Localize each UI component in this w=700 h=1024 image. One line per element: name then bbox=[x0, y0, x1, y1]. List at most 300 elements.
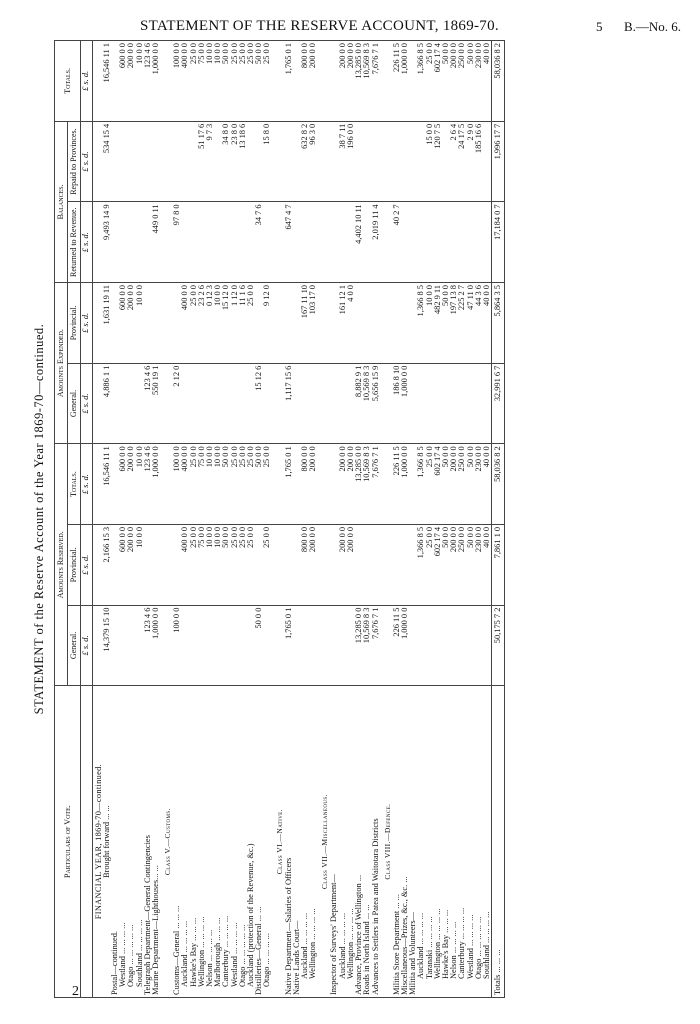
amount-cell: 0 12 3 bbox=[206, 283, 214, 364]
amount-cell: 25 0 0 bbox=[426, 444, 434, 525]
amount-cell: 25 0 0 bbox=[231, 524, 239, 605]
amount-cell: 2,166 15 3 bbox=[103, 524, 111, 605]
header-document-ref: B.—No. 6. bbox=[624, 19, 682, 34]
amount-cell: 15 8 0 bbox=[263, 121, 271, 202]
amount-cell: 5,864 3 5 bbox=[492, 283, 505, 364]
amount-cell: 50 0 0 bbox=[442, 524, 450, 605]
row-label: Advance, Province of Wellington ... bbox=[355, 686, 363, 998]
amount-cell: 200 0 0 bbox=[309, 444, 317, 525]
amount-cell bbox=[144, 283, 152, 364]
amount-cell bbox=[363, 524, 371, 605]
amount-cell: 25 0 0 bbox=[231, 444, 239, 525]
table-row bbox=[467, 41, 475, 998]
amount-cell: 50,175 7 2 bbox=[492, 605, 505, 686]
amount-cell bbox=[127, 202, 135, 283]
amount-cell: 800 0 0 bbox=[301, 444, 309, 525]
table-row bbox=[301, 41, 309, 998]
amount-cell: 25 0 0 bbox=[239, 41, 247, 122]
amount-cell: 600 0 0 bbox=[119, 444, 127, 525]
amount-cell: 50 0 0 bbox=[442, 41, 450, 122]
amount-cell: 24 17 5 bbox=[458, 121, 466, 202]
amount-cell: 185 16 6 bbox=[475, 121, 483, 202]
table-body bbox=[92, 41, 505, 998]
amount-cell bbox=[231, 363, 239, 444]
amount-cell: 10 0 0 bbox=[426, 283, 434, 364]
amount-cell bbox=[458, 605, 466, 686]
amount-cell: 17,184 0 7 bbox=[492, 202, 505, 283]
amount-cell: 40 0 0 bbox=[483, 283, 492, 364]
amount-cell bbox=[309, 363, 317, 444]
amount-cell: 7,676 7 1 bbox=[372, 41, 380, 122]
amount-cell: 25 0 0 bbox=[190, 524, 198, 605]
amount-cell bbox=[127, 121, 135, 202]
row-label: Southland ... ... ... ... bbox=[136, 686, 144, 998]
amount-cell: 10 0 0 bbox=[214, 524, 222, 605]
amount-cell: 230 0 0 bbox=[475, 444, 483, 525]
amount-cell: 1,000 0 0 bbox=[401, 363, 409, 444]
amount-cell bbox=[301, 363, 309, 444]
table-row bbox=[458, 41, 466, 998]
amount-cell: 10 0 0 bbox=[206, 524, 214, 605]
amount-cell bbox=[222, 605, 230, 686]
amount-cell bbox=[206, 605, 214, 686]
amount-cell: 25 0 0 bbox=[190, 41, 198, 122]
col-returned: Returned to Revenue. bbox=[68, 202, 81, 283]
amount-cell: 200 0 0 bbox=[309, 41, 317, 122]
amount-cell bbox=[119, 202, 127, 283]
amount-cell: 10 0 0 bbox=[136, 283, 144, 364]
amount-cell: 400 0 0 bbox=[181, 524, 189, 605]
amount-cell: 226 11 5 bbox=[393, 444, 401, 525]
row-label: Customs—General ... ... ... bbox=[173, 686, 181, 998]
amount-cell: 13,285 0 0 bbox=[355, 605, 363, 686]
row-label: Native Department—Salaries of Officers bbox=[285, 686, 293, 998]
amount-cell bbox=[426, 605, 434, 686]
amount-cell bbox=[285, 283, 293, 364]
amount-cell bbox=[119, 121, 127, 202]
amount-cell: 200 0 0 bbox=[347, 41, 355, 122]
rotated-table-page bbox=[32, 40, 672, 998]
amount-cell: 25 0 0 bbox=[247, 283, 255, 364]
amount-cell bbox=[309, 202, 317, 283]
amount-cell: 200 0 0 bbox=[339, 524, 347, 605]
table-row bbox=[111, 41, 119, 998]
col-group-reserved: Amounts Reserved. bbox=[55, 444, 68, 686]
section-heading-row bbox=[317, 41, 330, 998]
amount-cell bbox=[160, 283, 173, 364]
row-label: FINANCIAL YEAR, 1869-70—continued. bbox=[92, 686, 103, 998]
amount-cell bbox=[119, 363, 127, 444]
amount-cell: 200 0 0 bbox=[347, 444, 355, 525]
amount-cell: 161 12 1 bbox=[339, 283, 347, 364]
table-row bbox=[330, 41, 338, 998]
amount-cell bbox=[206, 363, 214, 444]
amount-cell bbox=[372, 524, 380, 605]
amount-cell: 200 0 0 bbox=[450, 524, 458, 605]
amount-cell bbox=[380, 444, 393, 525]
amount-cell bbox=[393, 121, 401, 202]
table-row bbox=[214, 41, 222, 998]
amount-cell bbox=[173, 121, 181, 202]
money-unit: £ s. d. bbox=[81, 363, 92, 444]
amount-cell bbox=[380, 524, 393, 605]
amount-cell: 602 17 4 bbox=[434, 444, 442, 525]
table-row bbox=[450, 41, 458, 998]
amount-cell: 4 0 0 bbox=[347, 283, 355, 364]
amount-cell: 200 0 0 bbox=[127, 444, 135, 525]
amount-cell bbox=[467, 605, 475, 686]
amount-cell bbox=[119, 605, 127, 686]
amount-cell: 200 0 0 bbox=[450, 41, 458, 122]
amount-cell: 25 0 0 bbox=[239, 524, 247, 605]
amount-cell bbox=[190, 202, 198, 283]
row-label: Wellington ... ... ... ... bbox=[434, 686, 442, 998]
amount-cell: 16,546 11 1 bbox=[103, 444, 111, 525]
amount-cell: 7,676 7 1 bbox=[372, 444, 380, 525]
amount-cell: 225 2 7 bbox=[458, 283, 466, 364]
amount-cell: 75 0 0 bbox=[198, 41, 206, 122]
amount-cell: 226 11 5 bbox=[393, 605, 401, 686]
table-row bbox=[206, 41, 214, 998]
table-row bbox=[255, 41, 263, 998]
amount-cell: 100 0 0 bbox=[173, 444, 181, 525]
table-row bbox=[442, 41, 450, 998]
amount-cell: 10,569 8 3 bbox=[363, 363, 371, 444]
table-row bbox=[339, 41, 347, 998]
amount-cell bbox=[160, 524, 173, 605]
amount-cell: 14,379 15 10 bbox=[103, 605, 111, 686]
amount-cell: 800 0 0 bbox=[301, 524, 309, 605]
row-label: Auckland ... ... ... ... bbox=[301, 686, 309, 998]
amount-cell bbox=[458, 202, 466, 283]
table-row bbox=[127, 41, 135, 998]
row-label: Militia Store Department ... ... bbox=[393, 686, 401, 998]
amount-cell bbox=[450, 605, 458, 686]
table-row bbox=[393, 41, 401, 998]
amount-cell bbox=[401, 524, 409, 605]
section-heading-row bbox=[272, 41, 285, 998]
row-label: Inspector of Surveys' Department— bbox=[330, 686, 338, 998]
amount-cell: 10 0 0 bbox=[206, 41, 214, 122]
amount-cell: 50 0 0 bbox=[222, 524, 230, 605]
amount-cell: 647 4 7 bbox=[285, 202, 293, 283]
amount-cell bbox=[152, 524, 160, 605]
amount-cell: 13 18 6 bbox=[239, 121, 247, 202]
amount-cell bbox=[127, 363, 135, 444]
col-group-expended: Amounts Expended. bbox=[55, 283, 68, 444]
amount-cell: 2 12 0 bbox=[173, 363, 181, 444]
amount-cell: 25 0 0 bbox=[190, 283, 198, 364]
amount-cell: 4,886 1 1 bbox=[103, 363, 111, 444]
amount-cell: 50 0 0 bbox=[255, 444, 263, 525]
money-unit: £ s. d. bbox=[81, 121, 92, 202]
amount-cell: 103 17 0 bbox=[309, 283, 317, 364]
amount-cell: 34 8 0 bbox=[222, 121, 230, 202]
amount-cell: 10,569 8 3 bbox=[363, 605, 371, 686]
amount-cell: 50 0 0 bbox=[467, 444, 475, 525]
row-label: Roads in North Island ... ... bbox=[363, 686, 371, 998]
amount-cell: 123 4 6 bbox=[144, 41, 152, 122]
money-unit: £ s. d. bbox=[81, 202, 92, 283]
amount-cell bbox=[111, 605, 119, 686]
row-label: Totals ... ... ... bbox=[492, 686, 505, 998]
amount-cell bbox=[198, 605, 206, 686]
table-row bbox=[222, 41, 230, 998]
amount-cell bbox=[285, 524, 293, 605]
amount-cell: 1,631 19 11 bbox=[103, 283, 111, 364]
col-reserved-general: General. bbox=[68, 605, 81, 686]
amount-cell bbox=[483, 605, 492, 686]
row-label: Auckland (protection of the Revenue, &c.) bbox=[247, 686, 255, 998]
row-label: Wellington ... ... ... ... bbox=[347, 686, 355, 998]
amount-cell bbox=[263, 605, 271, 686]
amount-cell bbox=[247, 121, 255, 202]
amount-cell: 602 17 4 bbox=[434, 41, 442, 122]
amount-cell: 15 0 0 bbox=[426, 121, 434, 202]
amount-cell: 23 2 6 bbox=[198, 283, 206, 364]
amount-cell: 2,019 11 4 bbox=[372, 202, 380, 283]
table-row bbox=[372, 41, 380, 998]
amount-cell: 200 0 0 bbox=[347, 524, 355, 605]
row-label: Otago ... ... ... ... ... bbox=[239, 686, 247, 998]
amount-cell: 120 7 5 bbox=[434, 121, 442, 202]
amount-cell: 25 0 0 bbox=[263, 41, 271, 122]
amount-cell bbox=[483, 202, 492, 283]
amount-cell bbox=[190, 605, 198, 686]
amount-cell: 250 0 0 bbox=[458, 41, 466, 122]
table-row bbox=[434, 41, 442, 998]
amount-cell: 123 4 6 bbox=[144, 605, 152, 686]
amount-cell bbox=[355, 524, 363, 605]
amount-cell bbox=[272, 363, 285, 444]
money-unit: £ s. d. bbox=[81, 444, 92, 525]
amount-cell: 602 17 4 bbox=[434, 524, 442, 605]
amount-cell: 4,402 10 11 bbox=[355, 202, 363, 283]
amount-cell bbox=[239, 605, 247, 686]
amount-cell: 1 12 0 bbox=[231, 283, 239, 364]
amount-cell bbox=[475, 605, 483, 686]
amount-cell: 34 7 6 bbox=[255, 202, 263, 283]
amount-cell bbox=[450, 363, 458, 444]
amount-cell: 1,366 8 5 bbox=[417, 444, 425, 525]
row-label: Southland ... ... ... ... bbox=[483, 686, 492, 998]
amount-cell: 9 12 0 bbox=[263, 283, 271, 364]
amount-cell: 100 0 0 bbox=[173, 605, 181, 686]
amount-cell bbox=[301, 605, 309, 686]
row-label: Native Lands Court— bbox=[293, 686, 301, 998]
row-label: Brought forward ... ... bbox=[103, 686, 111, 998]
amount-cell bbox=[409, 363, 417, 444]
amount-cell bbox=[355, 283, 363, 364]
table-row bbox=[181, 41, 189, 998]
table-caption: STATEMENT of the Reserve Account of the Year 1869-70—continued. bbox=[32, 323, 46, 715]
amount-cell: 50 0 0 bbox=[467, 524, 475, 605]
amount-cell: 200 0 0 bbox=[339, 41, 347, 122]
amount-cell bbox=[380, 605, 393, 686]
amount-cell: 200 0 0 bbox=[127, 283, 135, 364]
amount-cell bbox=[475, 202, 483, 283]
money-unit: £ s. d. bbox=[81, 41, 92, 122]
row-label: Marine Department—Lighthouses... ... bbox=[152, 686, 160, 998]
row-label: Militia and Volunteers— bbox=[409, 686, 417, 998]
amount-cell bbox=[339, 363, 347, 444]
amount-cell bbox=[317, 41, 330, 122]
amount-cell bbox=[222, 202, 230, 283]
amount-cell bbox=[330, 605, 338, 686]
amount-cell: 7,861 1 0 bbox=[492, 524, 505, 605]
table-row bbox=[483, 41, 492, 998]
row-label: Westland ... ... ... ... bbox=[231, 686, 239, 998]
table-row bbox=[401, 41, 409, 998]
amount-cell: 10 0 0 bbox=[214, 41, 222, 122]
amount-cell bbox=[401, 283, 409, 364]
amount-cell bbox=[181, 202, 189, 283]
amount-cell: 123 4 6 bbox=[144, 444, 152, 525]
amount-cell bbox=[293, 605, 301, 686]
amount-cell: 186 8 10 bbox=[393, 363, 401, 444]
amount-cell bbox=[450, 202, 458, 283]
amount-cell: 200 0 0 bbox=[127, 524, 135, 605]
amount-cell: 25 0 0 bbox=[231, 41, 239, 122]
amount-cell bbox=[198, 363, 206, 444]
amount-cell: 10 0 0 bbox=[214, 444, 222, 525]
amount-cell: 40 2 7 bbox=[393, 202, 401, 283]
amount-cell bbox=[293, 363, 301, 444]
amount-cell: 10 0 0 bbox=[136, 41, 144, 122]
row-label: Auckland ... ... ... ... bbox=[417, 686, 425, 998]
col-reserved-totals: Totals. bbox=[68, 444, 81, 525]
row-label: Telegraph Department—General Contingencies bbox=[144, 686, 152, 998]
amount-cell bbox=[181, 363, 189, 444]
row-label: Otago ... ... ... ... bbox=[263, 686, 271, 998]
amount-cell: 250 0 0 bbox=[458, 444, 466, 525]
amount-cell bbox=[263, 202, 271, 283]
amount-cell bbox=[214, 202, 222, 283]
amount-cell: 123 4 6 bbox=[144, 363, 152, 444]
amount-cell bbox=[339, 202, 347, 283]
amount-cell bbox=[363, 283, 371, 364]
amount-cell: 600 0 0 bbox=[119, 524, 127, 605]
amount-cell: 23 8 0 bbox=[231, 121, 239, 202]
amount-cell: 10 0 0 bbox=[136, 524, 144, 605]
amount-cell: 40 0 0 bbox=[483, 444, 492, 525]
amount-cell: 1,000 0 0 bbox=[152, 41, 160, 122]
amount-cell: 25 0 0 bbox=[426, 524, 434, 605]
table-row bbox=[426, 41, 434, 998]
amount-cell: 25 0 0 bbox=[263, 524, 271, 605]
amount-cell: 7,676 7 1 bbox=[372, 605, 380, 686]
amount-cell: 1,765 0 1 bbox=[285, 444, 293, 525]
amount-cell: 75 0 0 bbox=[198, 444, 206, 525]
amount-cell bbox=[426, 363, 434, 444]
amount-cell bbox=[401, 202, 409, 283]
table-row bbox=[417, 41, 425, 998]
col-particulars: Particulars of Vote. bbox=[55, 686, 81, 998]
col-group-balances: Balances. bbox=[55, 121, 68, 282]
amount-cell bbox=[467, 363, 475, 444]
row-label: Miscellaneous—Prizes, &c., &c. ... bbox=[401, 686, 409, 998]
row-label: Otago ... ... ... ... ... bbox=[127, 686, 135, 998]
table-row bbox=[231, 41, 239, 998]
amount-cell: 11 1 6 bbox=[239, 283, 247, 364]
amount-cell bbox=[272, 283, 285, 364]
amount-cell bbox=[467, 202, 475, 283]
amount-cell: 50 0 0 bbox=[255, 605, 263, 686]
amount-cell: 47 11 0 bbox=[467, 283, 475, 364]
amount-cell bbox=[380, 202, 393, 283]
amount-cell bbox=[206, 202, 214, 283]
row-label: Class VIII.—Defence. bbox=[380, 686, 393, 998]
amount-cell bbox=[160, 121, 173, 202]
amount-cell bbox=[144, 524, 152, 605]
row-label: Hawke's Bay ... ... ... bbox=[190, 686, 198, 998]
amount-cell: 25 0 0 bbox=[247, 444, 255, 525]
row-label: Westland ... ... ... ... bbox=[467, 686, 475, 998]
section-heading-row bbox=[380, 41, 393, 998]
row-label: Otago ... ... ... ... ... bbox=[475, 686, 483, 998]
amount-cell: 25 0 0 bbox=[426, 41, 434, 122]
amount-cell: 250 0 0 bbox=[458, 524, 466, 605]
amount-cell bbox=[417, 363, 425, 444]
amount-cell: 482 9 11 bbox=[434, 283, 442, 364]
amount-cell: 1,000 0 0 bbox=[401, 41, 409, 122]
table-row bbox=[103, 41, 111, 998]
amount-cell bbox=[330, 363, 338, 444]
money-unit: £ s. d. bbox=[81, 283, 92, 364]
amount-cell bbox=[301, 202, 309, 283]
amount-cell: 16,546 11 1 bbox=[103, 41, 111, 122]
amount-cell: 38 7 11 bbox=[339, 121, 347, 202]
amount-cell bbox=[198, 202, 206, 283]
amount-cell bbox=[330, 202, 338, 283]
amount-cell bbox=[317, 605, 330, 686]
amount-cell: 1,765 0 1 bbox=[285, 605, 293, 686]
amount-cell bbox=[239, 202, 247, 283]
amount-cell bbox=[111, 363, 119, 444]
amount-cell: 1,000 0 0 bbox=[152, 444, 160, 525]
amount-cell: 2 6 4 bbox=[450, 121, 458, 202]
amount-cell: 10 0 0 bbox=[214, 283, 222, 364]
amount-cell: 25 0 0 bbox=[239, 444, 247, 525]
amount-cell bbox=[442, 363, 450, 444]
amount-cell bbox=[372, 283, 380, 364]
amount-cell: 197 13 8 bbox=[450, 283, 458, 364]
amount-cell: 1,366 8 5 bbox=[417, 283, 425, 364]
amount-cell bbox=[263, 363, 271, 444]
reserve-account-table bbox=[54, 40, 505, 998]
amount-cell: 50 0 0 bbox=[467, 41, 475, 122]
amount-cell: 50 0 0 bbox=[222, 444, 230, 525]
amount-cell: 44 3 6 bbox=[475, 283, 483, 364]
col-repaid: Repaid to Provinces. bbox=[68, 121, 81, 202]
header-title: STATEMENT OF THE RESERVE ACCOUNT, 1869-70. bbox=[140, 18, 499, 34]
amount-cell bbox=[231, 605, 239, 686]
amount-cell bbox=[380, 283, 393, 364]
amount-cell: 40 0 0 bbox=[483, 524, 492, 605]
amount-cell: 400 0 0 bbox=[181, 41, 189, 122]
money-unit: £ s. d. bbox=[81, 605, 92, 686]
table-row bbox=[144, 41, 152, 998]
row-label: Class VII.—Miscellaneous. bbox=[317, 686, 330, 998]
amount-cell: 200 0 0 bbox=[309, 524, 317, 605]
amount-cell bbox=[152, 283, 160, 364]
amount-cell bbox=[111, 202, 119, 283]
amount-cell: 58,036 8 2 bbox=[492, 41, 505, 122]
row-label: Advances to Settlers in Patea and Waitotara Districts bbox=[372, 686, 380, 998]
amount-cell bbox=[393, 283, 401, 364]
amount-cell bbox=[483, 363, 492, 444]
amount-cell: 10,569 8 3 bbox=[363, 41, 371, 122]
